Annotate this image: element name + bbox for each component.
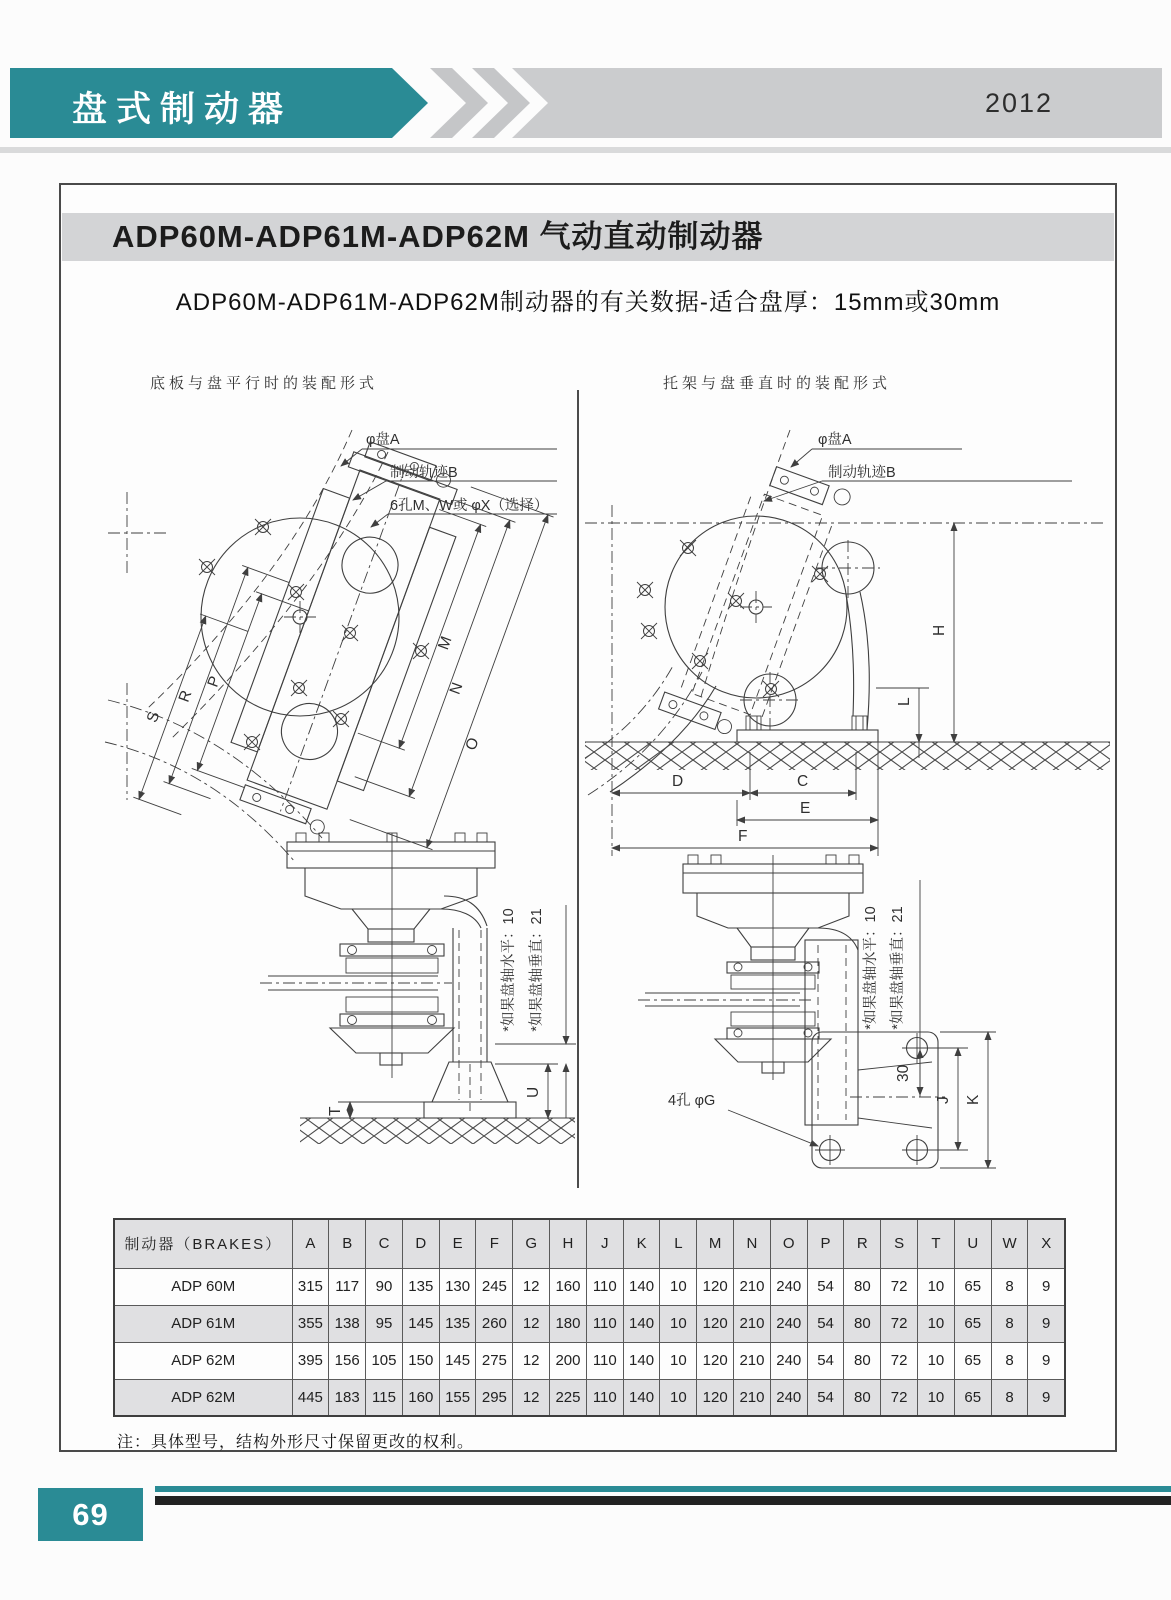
model-cell: ADP 61M [114, 1305, 292, 1342]
value-cell: 245 [476, 1268, 513, 1305]
column-header: A [292, 1219, 329, 1268]
value-cell: 445 [292, 1379, 329, 1416]
value-cell: 295 [476, 1379, 513, 1416]
value-cell: 355 [292, 1305, 329, 1342]
column-header: H [550, 1219, 587, 1268]
dim-D: D [672, 773, 684, 790]
value-cell: 65 [954, 1305, 991, 1342]
column-header: P [807, 1219, 844, 1268]
value-cell: 145 [439, 1342, 476, 1379]
value-cell: 183 [329, 1379, 366, 1416]
dim-H: H [931, 624, 948, 636]
dimensions-table [113, 1218, 1066, 1417]
value-cell: 395 [292, 1342, 329, 1379]
value-cell: 210 [734, 1342, 771, 1379]
value-cell: 160 [402, 1379, 439, 1416]
value-cell: 10 [918, 1342, 955, 1379]
column-header: W [991, 1219, 1028, 1268]
value-cell: 150 [402, 1342, 439, 1379]
value-cell: 65 [954, 1342, 991, 1379]
header-rule [0, 147, 1171, 153]
value-cell: 54 [807, 1305, 844, 1342]
value-cell: 140 [623, 1268, 660, 1305]
value-cell: 130 [439, 1268, 476, 1305]
value-cell: 12 [513, 1379, 550, 1416]
dim-L: L [896, 697, 913, 706]
value-cell: 140 [623, 1305, 660, 1342]
value-cell: 72 [881, 1305, 918, 1342]
value-cell: 210 [734, 1379, 771, 1416]
value-cell: 225 [550, 1379, 587, 1416]
table-corner-header: 制动器（BRAKES） [114, 1219, 292, 1268]
value-cell: 54 [807, 1342, 844, 1379]
value-cell: 160 [550, 1268, 587, 1305]
value-cell: 210 [734, 1268, 771, 1305]
top-flange [287, 842, 495, 868]
table-row [114, 1268, 1065, 1305]
column-header: G [513, 1219, 550, 1268]
value-cell: 9 [1028, 1379, 1065, 1416]
value-cell: 140 [623, 1342, 660, 1379]
wall-mount-plate [812, 1032, 938, 1168]
value-cell: 12 [513, 1342, 550, 1379]
chevron-icon [430, 68, 488, 138]
tilted-bracket-plates [117, 401, 565, 902]
value-cell: 240 [770, 1342, 807, 1379]
value-cell: 65 [954, 1379, 991, 1416]
value-cell: 8 [991, 1305, 1028, 1342]
value-cell: 54 [807, 1268, 844, 1305]
value-cell: 9 [1028, 1305, 1065, 1342]
brake-track-label: 制动轨迹B [390, 465, 458, 481]
value-cell: 10 [660, 1268, 697, 1305]
column-header: L [660, 1219, 697, 1268]
column-header: M [697, 1219, 734, 1268]
horizontal-axis-note: *如果盘轴水平：10 [501, 908, 517, 1032]
horizontal-axis-note: *如果盘轴水平：10 [863, 906, 879, 1030]
dim-30: 30 [895, 1064, 912, 1082]
column-header: E [439, 1219, 476, 1268]
page-number-badge: 69 [38, 1488, 143, 1541]
model-cell: ADP 60M [114, 1268, 292, 1305]
disc-diameter-label: φ盘A [818, 432, 852, 448]
column-header: B [329, 1219, 366, 1268]
value-cell: 12 [513, 1305, 550, 1342]
table-row [114, 1379, 1065, 1416]
value-cell: 145 [402, 1305, 439, 1342]
dim-O: O [462, 735, 483, 753]
value-cell: 155 [439, 1379, 476, 1416]
vertical-axis-note: *如果盘轴垂直：21 [890, 906, 906, 1030]
ground-hatch [300, 1118, 575, 1144]
value-cell: 80 [844, 1305, 881, 1342]
column-header: C [366, 1219, 403, 1268]
right-side-view [638, 855, 996, 1168]
value-cell: 8 [991, 1342, 1028, 1379]
bolt-hole [815, 1135, 845, 1165]
value-cell: 240 [770, 1268, 807, 1305]
bolt-hole [902, 1135, 932, 1165]
tilted-bracket-dashed [658, 455, 852, 747]
holes-option-label: 6孔M、W或 φX（选择） [390, 498, 549, 514]
value-cell: 135 [439, 1305, 476, 1342]
value-cell: 140 [623, 1379, 660, 1416]
value-cell: 72 [881, 1342, 918, 1379]
value-cell: 275 [476, 1342, 513, 1379]
column-header: S [881, 1219, 918, 1268]
value-cell: 54 [807, 1379, 844, 1416]
vertical-axis-note: *如果盘轴垂直：21 [529, 908, 545, 1032]
value-cell: 117 [329, 1268, 366, 1305]
value-cell: 135 [402, 1268, 439, 1305]
right-front-view [585, 430, 1110, 856]
left-technical-drawing [62, 355, 576, 1200]
column-header: R [844, 1219, 881, 1268]
table-note: 注：具体型号，结构外形尺寸保留更改的权利。 [117, 1434, 475, 1451]
value-cell: 110 [586, 1305, 623, 1342]
category-title: 盘式制动器 [72, 90, 293, 129]
value-cell: 90 [366, 1268, 403, 1305]
value-cell: 156 [329, 1342, 366, 1379]
dim-M: M [435, 634, 456, 653]
page-subtitle: ADP60M-ADP61M-ADP62M制动器的有关数据-适合盘厚：15mm或30mm [175, 289, 1001, 316]
value-cell: 80 [844, 1342, 881, 1379]
value-cell: 240 [770, 1305, 807, 1342]
value-cell: 72 [881, 1379, 918, 1416]
year-label: 2012 [985, 88, 1054, 118]
base-plate [737, 730, 878, 742]
footer-teal-rule [155, 1486, 1171, 1492]
right-technical-drawing [578, 355, 1118, 1200]
value-cell: 110 [586, 1379, 623, 1416]
value-cell: 8 [991, 1379, 1028, 1416]
value-cell: 120 [697, 1305, 734, 1342]
value-cell: 138 [329, 1305, 366, 1342]
value-cell: 200 [550, 1342, 587, 1379]
dim-K: K [965, 1094, 982, 1105]
value-cell: 260 [476, 1305, 513, 1342]
column-header: J [586, 1219, 623, 1268]
support-arm [846, 592, 869, 730]
left-front-view [105, 401, 566, 902]
value-cell: 12 [513, 1268, 550, 1305]
value-cell: 180 [550, 1305, 587, 1342]
value-cell: 80 [844, 1268, 881, 1305]
value-cell: 120 [697, 1342, 734, 1379]
dim-R: R [175, 688, 196, 705]
brake-track-label: 制动轨迹B [828, 465, 896, 481]
dim-C: C [797, 773, 809, 790]
value-cell: 110 [586, 1342, 623, 1379]
dim-F: F [738, 828, 748, 845]
column-header: F [476, 1219, 513, 1268]
value-cell: 210 [734, 1305, 771, 1342]
value-cell: 115 [366, 1379, 403, 1416]
column-header: N [734, 1219, 771, 1268]
model-cell: ADP 62M [114, 1379, 292, 1416]
bolt-hole [902, 1033, 932, 1063]
dim-S: S [143, 709, 164, 725]
value-cell: 10 [918, 1379, 955, 1416]
column-header: T [918, 1219, 955, 1268]
value-cell: 10 [918, 1305, 955, 1342]
left-drawing-caption: 底板与盘平行时的装配形式 [150, 375, 379, 392]
page-title: ADP60M-ADP61M-ADP62M 气动直动制动器 [62, 213, 1114, 261]
value-cell: 315 [292, 1268, 329, 1305]
value-cell: 80 [844, 1379, 881, 1416]
column-header: O [770, 1219, 807, 1268]
value-cell: 72 [881, 1268, 918, 1305]
footer-black-rule [155, 1496, 1171, 1505]
dim-T: T [327, 1106, 344, 1116]
dim-J: J [935, 1096, 952, 1104]
value-cell: 120 [697, 1268, 734, 1305]
value-cell: 240 [770, 1379, 807, 1416]
table-row [114, 1342, 1065, 1379]
column-header: U [954, 1219, 991, 1268]
dim-E: E [800, 800, 811, 817]
value-cell: 9 [1028, 1342, 1065, 1379]
value-cell: 10 [660, 1379, 697, 1416]
value-cell: 9 [1028, 1268, 1065, 1305]
value-cell: 110 [586, 1268, 623, 1305]
dim-P: P [204, 673, 224, 690]
value-cell: 105 [366, 1342, 403, 1379]
ground-hatch [585, 742, 1110, 770]
value-cell: 8 [991, 1268, 1028, 1305]
model-cell: ADP 62M [114, 1342, 292, 1379]
left-side-view [260, 833, 576, 1144]
disc-diameter-label: φ盘A [366, 432, 400, 448]
header-banner [0, 0, 1171, 160]
table-header-row [114, 1219, 1065, 1268]
value-cell: 10 [918, 1268, 955, 1305]
value-cell: 10 [660, 1305, 697, 1342]
value-cell: 95 [366, 1305, 403, 1342]
value-cell: 10 [660, 1342, 697, 1379]
value-cell: 120 [697, 1379, 734, 1416]
value-cell: 65 [954, 1268, 991, 1305]
column-header: K [623, 1219, 660, 1268]
column-header: D [402, 1219, 439, 1268]
dim-U: U [525, 1086, 542, 1098]
column-header: X [1028, 1219, 1065, 1268]
right-drawing-caption: 托架与盘垂直时的装配形式 [663, 375, 892, 392]
table-row [114, 1305, 1065, 1342]
dim-N: N [446, 680, 467, 697]
holes-label: 4孔 φG [668, 1093, 716, 1109]
